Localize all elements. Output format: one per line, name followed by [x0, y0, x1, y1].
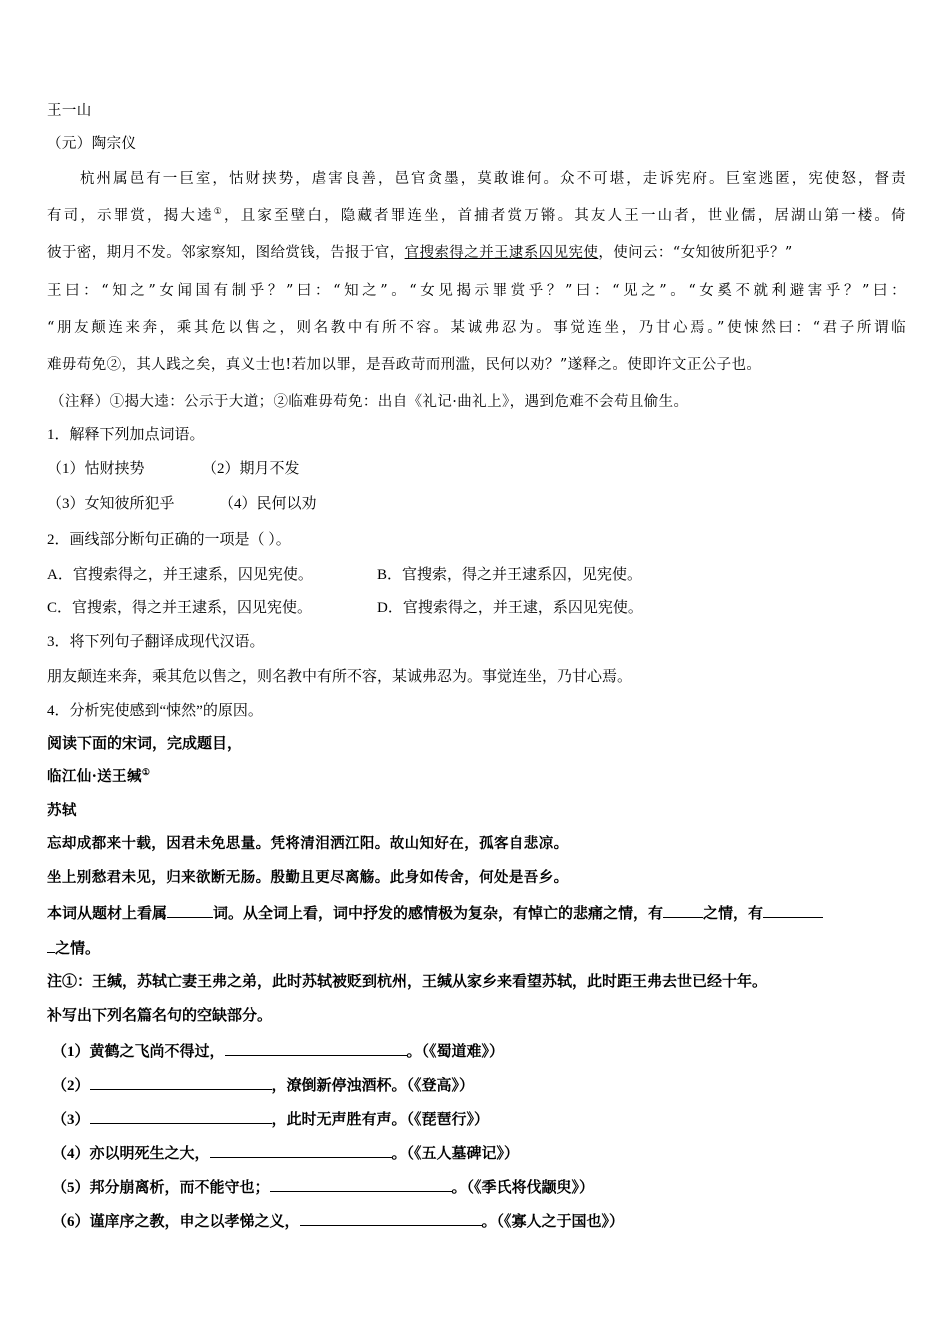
question-3-sentence: 朋友颠连来奔，乘其危以售之，则名教中有所不容，某诚弗忍为。事觉连坐，乃甘心焉。 — [47, 669, 633, 685]
question-4: 4．分析宪使感到“悚然”的原因。 — [47, 703, 263, 719]
question-2: 2．画线部分断句正确的一项是（ ）。 — [47, 532, 291, 548]
answer-blank[interactable] — [663, 902, 703, 918]
fill-item-1: （1）黄鹤之飞尚不得过， 。（《蜀道难》） — [52, 1040, 906, 1062]
fill-item-6: （6）谨庠序之教，申之以孝悌之义， 。（《寡人之于国也》） — [52, 1210, 906, 1232]
answer-blank[interactable] — [47, 937, 55, 953]
poem-intro: 阅读下面的宋词，完成题目， — [47, 736, 243, 752]
footnote-mark: ① — [141, 768, 151, 778]
answer-blank[interactable] — [210, 1142, 392, 1158]
option-b: B．官搜索，得之并王逮系囚，见宪使。 — [377, 567, 643, 583]
poem-question-cont: 之情。 — [47, 937, 906, 959]
fill-item-5: （5）邦分崩离析，而不能守也； 。（《季氏将伐颛臾》） — [52, 1176, 906, 1198]
option-d: D．官搜索得之，并王逮，系囚见宪使。 — [377, 600, 643, 616]
question-2-options-cd — [47, 598, 906, 618]
option-c: C．官搜索，得之并王逮系，囚见宪使。 — [47, 600, 313, 616]
question-1: 1．解释下列加点词语。 — [47, 427, 205, 443]
answer-blank[interactable] — [300, 1210, 482, 1226]
answer-blank[interactable] — [90, 1074, 272, 1090]
question-1-items-a: （1）怙财挟势 （2）期月不发 — [47, 461, 300, 477]
poem-author: 苏轼 — [47, 802, 77, 819]
poem-line-2: 坐上别愁君未见，归来欲断无肠。殷勤且更尽离觞。此身如传舍，何处是吾乡。 — [47, 869, 569, 886]
poem-title: 临江仙·送王缄① — [47, 768, 151, 785]
option-a: A．官搜索得之，并王逮系，囚见宪使。 — [47, 567, 313, 583]
poem-line-1: 忘却成都来十载，因君未免思量。凭将清泪洒江阳。故山知好在，孤客自悲凉。 — [47, 835, 569, 852]
passage-line-1: 杭州属邑有一巨室，怙财挟势，虐害良善，邑官贪墨，莫敢谁何。众不可堪，走诉宪府。巨室逃匿，宪使怒，督责 — [80, 171, 906, 187]
poem-question: 本词从题材上看属 词。从全词上看，词中抒发的感情极为复杂，有悼亡的悲痛之情，有 之情，有 — [47, 902, 906, 924]
footnote-mark: ① — [213, 207, 225, 217]
passage-title: 王一山 — [47, 103, 92, 119]
answer-blank[interactable] — [167, 902, 213, 918]
answer-blank[interactable] — [90, 1108, 272, 1124]
poem-note: 注①：王缄，苏轼亡妻王弗之弟，此时苏轼被贬到杭州，王缄从家乡来看望苏轼，此时距王弗去世已经十年。 — [47, 974, 768, 990]
answer-blank[interactable] — [763, 902, 823, 918]
fill-item-2: （2） ，潦倒新停浊酒杯。（《登高》） — [52, 1074, 906, 1096]
fill-item-4: （4）亦以明死生之大， 。（《五人墓碑记》） — [52, 1142, 906, 1164]
passage-line-6: 难毋苟免②，其人践之矣，真义士也!若加以罪，是吾政苛而刑滥，民何以劝？”遂释之。使即许文正公子也。 — [47, 357, 762, 373]
answer-blank[interactable] — [270, 1176, 452, 1192]
underlined-sentence: 官搜索得之并王逮系囚见宪使 — [404, 245, 599, 261]
passage-line-5: “朋友颠连来奔，乘其危以售之，则名教中有所不容。某诚弗忍为。事觉连坐，乃甘心焉。”使悚然曰：“君子所谓临 — [47, 320, 906, 336]
answer-blank[interactable] — [225, 1040, 407, 1056]
passage-line-4: 王曰：“知之”女闻国有制乎？”曰：“知之”。“女见揭示罪赏乎？”曰：“见之”。“女奚不就利避害乎？”曰： — [47, 283, 906, 299]
question-1-items-b: （3）女知彼所犯乎 （4）民何以劝 — [47, 496, 317, 512]
passage-author: （元）陶宗仪 — [47, 136, 137, 152]
question-2-options-ab — [47, 565, 906, 585]
fill-intro: 补写出下列名篇名句的空缺部分。 — [47, 1008, 273, 1024]
passage-line-3: 彼于密，期月不发。邻家察知，图给赏钱，告报于官，官搜索得之并王逮系囚见宪使，使问云：“女知彼所犯乎？” — [47, 245, 793, 261]
passage-line-2: 有司，示罪赏，揭大逵①，且家至壁白，隐藏者罪连坐，首捕者赏万锵。其友人王一山者，世业儒，居湖山第一楼。倚 — [47, 207, 907, 224]
question-3: 3．将下列句子翻译成现代汉语。 — [47, 634, 265, 650]
passage-annotation: （注释）①揭大逵：公示于大道；②临难毋苟免：出自《礼记·曲礼上》，遇到危难不会苟且偷生。 — [50, 394, 689, 410]
fill-item-3: （3） ，此时无声胜有声。（《琵琶行》） — [52, 1108, 906, 1130]
